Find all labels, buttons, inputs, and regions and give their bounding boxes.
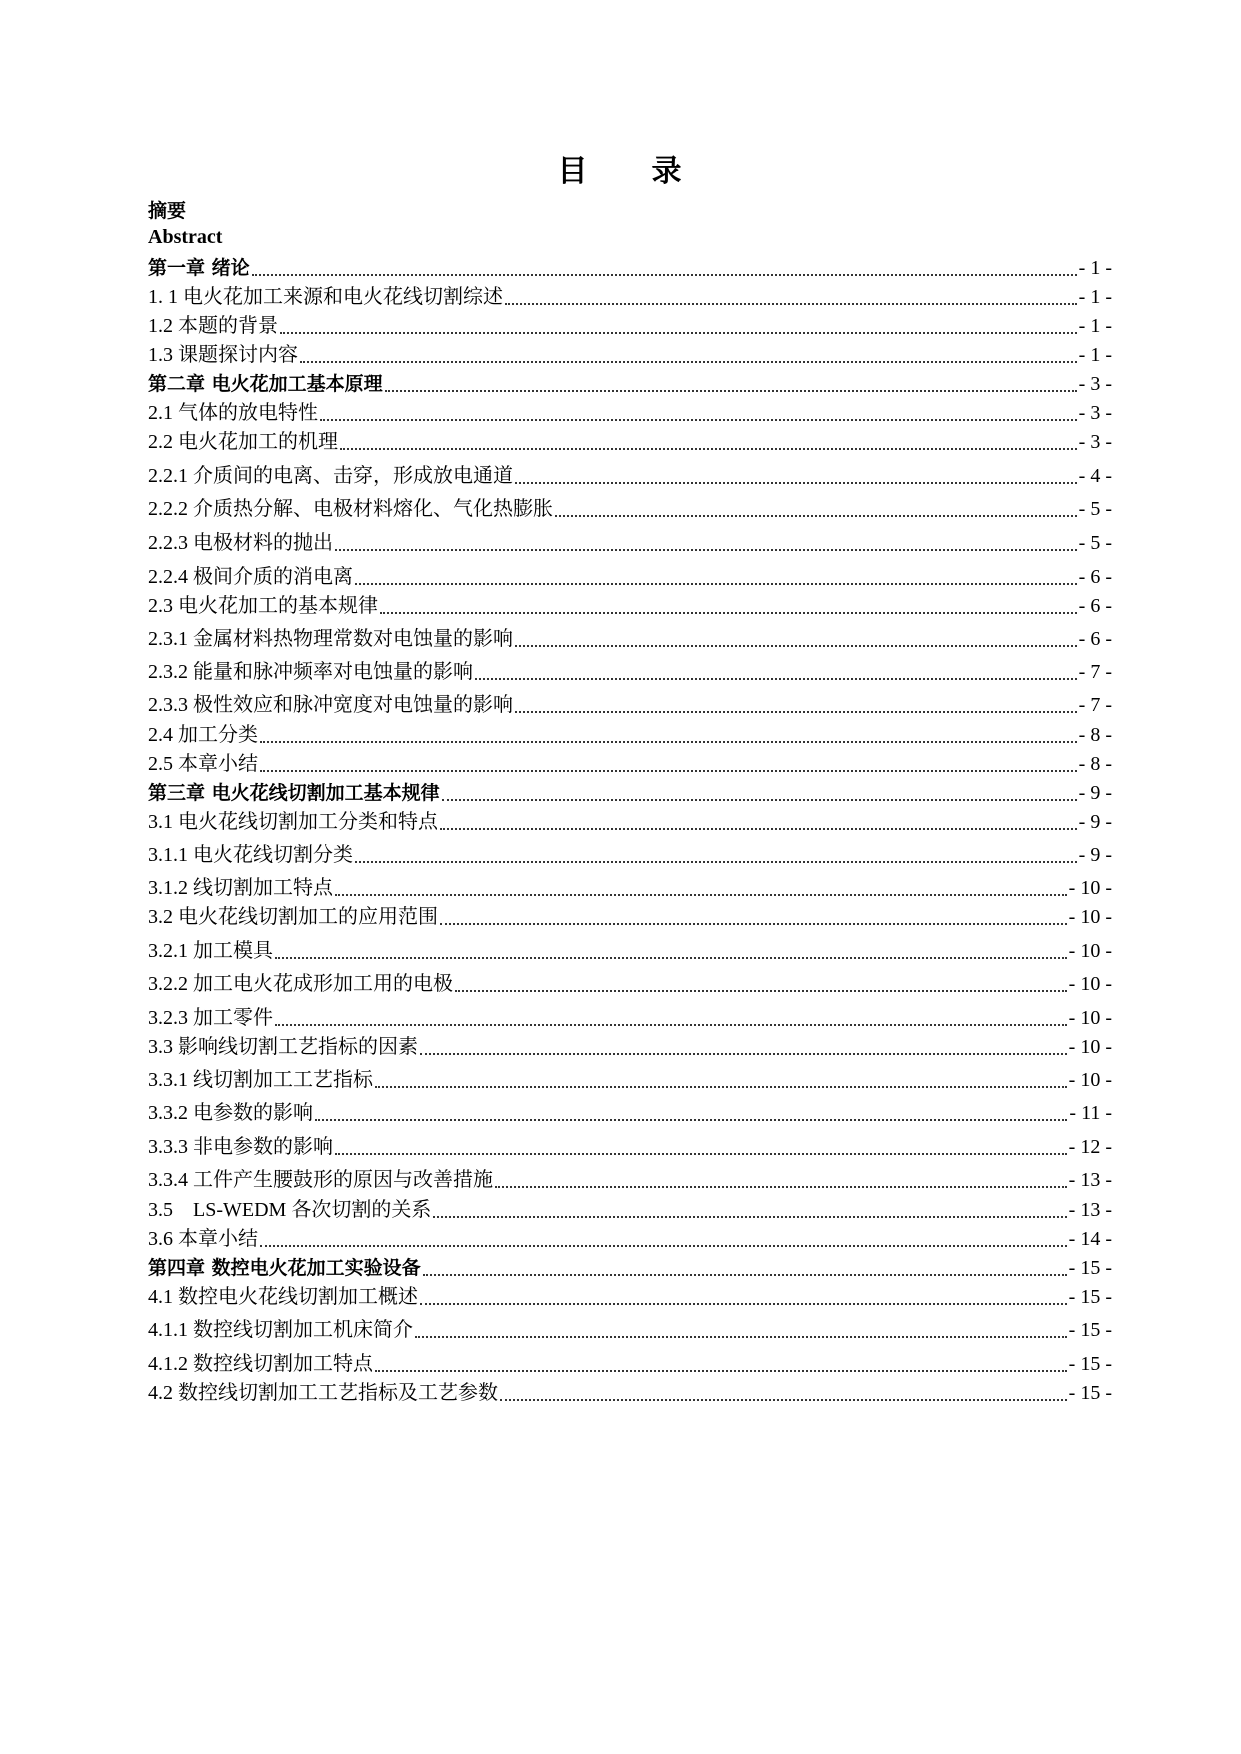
toc-entry-label: 4.1.1 数控线切割加工机床简介 — [148, 1319, 413, 1341]
toc-entry-page: - 15 - — [1068, 1257, 1112, 1279]
toc-entry-page: - 9 - — [1078, 782, 1112, 804]
toc-entry[interactable] — [148, 1254, 1112, 1282]
toc-entry[interactable] — [148, 1133, 1112, 1161]
toc-entry-page: - 9 - — [1078, 811, 1112, 833]
toc-entry[interactable] — [148, 592, 1112, 620]
toc-entry-page: - 10 - — [1068, 1007, 1112, 1029]
toc-leader-dots — [420, 1052, 1067, 1055]
toc-leader-dots — [555, 514, 1077, 517]
toc-entry-label: 第四章 数控电火花加工实验设备 — [148, 1257, 421, 1279]
toc-entry[interactable] — [148, 808, 1112, 836]
toc-entry-page: - 9 - — [1078, 844, 1112, 866]
toc-entry-page: - 12 - — [1068, 1136, 1112, 1158]
toc-leader-dots — [500, 1398, 1067, 1401]
toc-entry[interactable] — [148, 1033, 1112, 1061]
toc-entry-page: - 10 - — [1068, 1036, 1112, 1058]
toc-entry-label: 第二章 电火花加工基本原理 — [148, 373, 383, 395]
toc-entry-label: 第一章 绪论 — [148, 257, 250, 279]
toc-entry-page: - 10 - — [1068, 906, 1112, 928]
toc-entry[interactable] — [148, 691, 1112, 719]
toc-entry-label: 2.1 气体的放电特性 — [148, 402, 318, 424]
toc-entry-page: - 7 - — [1078, 694, 1112, 716]
toc-leader-dots — [440, 827, 1077, 830]
toc-entry[interactable] — [148, 399, 1112, 427]
toc-entry[interactable] — [148, 283, 1112, 311]
toc-leader-dots — [505, 302, 1077, 305]
toc-entry-page: - 1 - — [1078, 315, 1112, 337]
toc-entry[interactable] — [148, 563, 1112, 591]
toc-leader-dots — [433, 1215, 1066, 1218]
toc-entry-label: 2.2.4 极间介质的消电离 — [148, 566, 353, 588]
toc-entry-page: - 8 - — [1078, 724, 1112, 746]
toc-entry-page: - 13 - — [1068, 1199, 1112, 1221]
toc-leader-dots — [515, 481, 1077, 484]
toc-entry[interactable] — [148, 495, 1112, 523]
toc-entry[interactable] — [148, 625, 1112, 653]
toc-entry[interactable] — [148, 1283, 1112, 1311]
toc-leader-dots — [423, 1273, 1067, 1276]
toc-entry-label: 3.3.2 电参数的影响 — [148, 1102, 313, 1124]
toc-entry-page: - 3 - — [1078, 431, 1112, 453]
toc-entry[interactable] — [148, 1225, 1112, 1253]
toc-entry-label: 3.3.3 非电参数的影响 — [148, 1136, 333, 1158]
toc-entry[interactable] — [148, 1166, 1112, 1194]
toc-entry[interactable] — [148, 341, 1112, 369]
toc-leader-dots — [420, 1302, 1067, 1305]
toc-entry-label: 3.1.2 线切割加工特点 — [148, 877, 333, 899]
toc-leader-dots — [475, 677, 1077, 680]
toc-entry[interactable] — [148, 1099, 1112, 1127]
toc-entry-page: - 1 - — [1078, 286, 1112, 308]
toc-leader-dots — [275, 956, 1067, 959]
toc-entry-page: - 3 - — [1078, 373, 1112, 395]
toc-entry-label: 2.3.3 极性效应和脉冲宽度对电蚀量的影响 — [148, 694, 513, 716]
toc-entry[interactable] — [148, 841, 1112, 869]
toc-leader-dots — [442, 798, 1077, 801]
toc-leader-dots — [335, 1152, 1067, 1155]
toc-leader-dots — [300, 360, 1077, 363]
toc-entry-label: 3.2 电火花线切割加工的应用范围 — [148, 906, 438, 928]
toc-entry-label: 3.3.4 工件产生腰鼓形的原因与改善措施 — [148, 1169, 493, 1191]
toc-leader-dots — [260, 1244, 1067, 1247]
toc-entry[interactable] — [148, 1350, 1112, 1378]
toc-entry[interactable] — [148, 529, 1112, 557]
toc-leader-dots — [340, 447, 1077, 450]
toc-entry-label: 4.2 数控线切割加工工艺指标及工艺参数 — [148, 1382, 498, 1404]
toc-leader-dots — [375, 1369, 1067, 1372]
toc-entry-label: 1.2 本题的背景 — [148, 315, 278, 337]
toc-entry-label: 2.2.1 介质间的电离、击穿，形成放电通道 — [148, 465, 513, 487]
toc-entry-page: - 11 - — [1069, 1102, 1112, 1124]
toc-entry-label: 3.3.1 线切割加工工艺指标 — [148, 1069, 373, 1091]
toc-entry-label: 2.2 电火花加工的机理 — [148, 431, 338, 453]
toc-entry[interactable] — [148, 1316, 1112, 1344]
toc-entry-page: - 3 - — [1078, 402, 1112, 424]
toc-entry-label: 2.3.1 金属材料热物理常数对电蚀量的影响 — [148, 628, 513, 650]
toc-entry-label: 3.2.3 加工零件 — [148, 1007, 273, 1029]
toc-entry[interactable] — [148, 428, 1112, 456]
toc-entry[interactable] — [148, 970, 1112, 998]
toc-entry[interactable] — [148, 1196, 1112, 1224]
toc-entry-label: 2.2.2 介质热分解、电极材料熔化、气化热膨胀 — [148, 498, 553, 520]
toc-entry-page: - 4 - — [1078, 465, 1112, 487]
toc-entry[interactable] — [148, 370, 1112, 398]
toc-entry[interactable] — [148, 874, 1112, 902]
toc-leader-dots — [260, 769, 1077, 772]
toc-entry-label: 2.3 电火花加工的基本规律 — [148, 595, 378, 617]
toc-entry-page: - 15 - — [1068, 1382, 1112, 1404]
toc-leader-dots — [375, 1085, 1067, 1088]
toc-entry[interactable] — [148, 903, 1112, 931]
toc-entry-label: 2.4 加工分类 — [148, 724, 258, 746]
toc-leader-dots — [280, 331, 1077, 334]
toc-leader-dots — [385, 389, 1077, 392]
toc-entry-page: - 14 - — [1068, 1228, 1112, 1250]
toc-entry-label: 2.2.3 电极材料的抛出 — [148, 532, 333, 554]
toc-entry-page: - 7 - — [1078, 661, 1112, 683]
toc-leader-dots — [320, 418, 1077, 421]
toc-leader-dots — [252, 273, 1077, 276]
toc-entry[interactable] — [148, 721, 1112, 749]
toc-leader-dots — [455, 989, 1067, 992]
toc-entry-page: - 15 - — [1068, 1319, 1112, 1341]
toc-entry-page: - 6 - — [1078, 628, 1112, 650]
toc-entry-label: 3.2.2 加工电火花成形加工用的电极 — [148, 973, 453, 995]
table-of-contents — [148, 0, 1112, 1754]
toc-entry[interactable] — [148, 779, 1112, 807]
toc-leader-dots — [440, 922, 1067, 925]
toc-entry-label: 4.1.2 数控线切割加工特点 — [148, 1353, 373, 1375]
toc-entry-page: - 5 - — [1078, 532, 1112, 554]
toc-entry[interactable] — [148, 254, 1112, 282]
toc-entry-label: 3.5 LS-WEDM 各次切割的关系 — [148, 1199, 432, 1221]
toc-leader-dots — [355, 582, 1077, 585]
toc-leader-dots — [315, 1118, 1067, 1121]
toc-entry-label: 3.2.1 加工模具 — [148, 940, 273, 962]
toc-entry-label: 3.1 电火花线切割加工分类和特点 — [148, 811, 438, 833]
toc-entry[interactable] — [148, 658, 1112, 686]
toc-leader-dots — [415, 1335, 1067, 1338]
toc-entry-page: - 10 - — [1068, 877, 1112, 899]
toc-entry-label: 3.3 影响线切割工艺指标的因素 — [148, 1036, 418, 1058]
toc-entry-label: 1. 1 电火花加工来源和电火花线切割综述 — [148, 286, 503, 308]
toc-entry-label: 3.6 本章小结 — [148, 1228, 258, 1250]
toc-entry-page: - 1 - — [1078, 344, 1112, 366]
toc-entry[interactable] — [148, 462, 1112, 490]
toc-entry[interactable] — [148, 1004, 1112, 1032]
toc-leader-dots — [335, 548, 1077, 551]
toc-entry-label: 3.1.1 电火花线切割分类 — [148, 844, 353, 866]
toc-leader-dots — [515, 710, 1077, 713]
toc-entry-page: - 8 - — [1078, 753, 1112, 775]
toc-entry-page: - 10 - — [1068, 973, 1112, 995]
abstract-cn-heading: 摘要 — [148, 200, 187, 222]
toc-entry-page: - 6 - — [1078, 595, 1112, 617]
toc-entry[interactable] — [148, 1066, 1112, 1094]
toc-entry-label: 第三章 电火花线切割加工基本规律 — [148, 782, 440, 804]
toc-entry-page: - 13 - — [1068, 1169, 1112, 1191]
toc-entry-page: - 10 - — [1068, 940, 1112, 962]
abstract-en-heading: Abstract — [148, 226, 223, 248]
toc-entry-label: 2.3.2 能量和脉冲频率对电蚀量的影响 — [148, 661, 473, 683]
toc-entry-label: 4.1 数控电火花线切割加工概述 — [148, 1286, 418, 1308]
toc-leader-dots — [380, 611, 1077, 614]
toc-leader-dots — [495, 1185, 1067, 1188]
toc-entry-page: - 15 - — [1068, 1286, 1112, 1308]
toc-leader-dots — [335, 893, 1067, 896]
page-title-char-1: 目 — [557, 154, 590, 189]
toc-entry-page: - 5 - — [1078, 498, 1112, 520]
toc-leader-dots — [260, 740, 1077, 743]
toc-entry[interactable] — [148, 1379, 1112, 1407]
toc-entry[interactable] — [148, 750, 1112, 778]
toc-entry-page: - 10 - — [1068, 1069, 1112, 1091]
page-title-char-2: 录 — [651, 154, 684, 189]
toc-leader-dots — [515, 644, 1077, 647]
toc-leader-dots — [355, 860, 1077, 863]
toc-entry-page: - 1 - — [1078, 257, 1112, 279]
toc-entry[interactable] — [148, 937, 1112, 965]
toc-entry[interactable] — [148, 312, 1112, 340]
toc-leader-dots — [275, 1023, 1067, 1026]
toc-entry-label: 2.5 本章小结 — [148, 753, 258, 775]
toc-entry-page: - 6 - — [1078, 566, 1112, 588]
toc-entry-page: - 15 - — [1068, 1353, 1112, 1375]
toc-entry-label: 1.3 课题探讨内容 — [148, 344, 298, 366]
